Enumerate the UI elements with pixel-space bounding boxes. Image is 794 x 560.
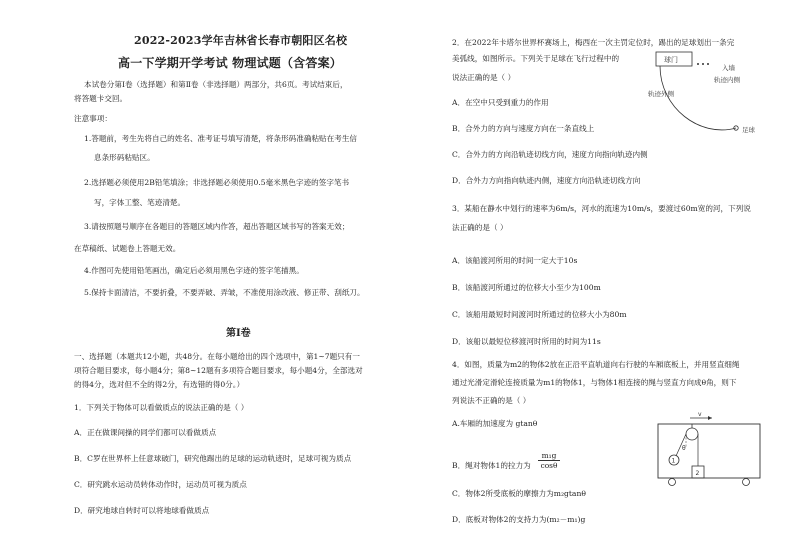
q4-fraction-denominator: cosθ bbox=[540, 461, 558, 470]
velocity-arrowhead bbox=[708, 416, 712, 420]
wheel-left-icon bbox=[669, 479, 676, 486]
q1-option-b: B．C罗在世界杯上任意球破门，研究他踢出的足球的运动轨迹时，足球可视为质点 bbox=[74, 454, 352, 463]
q2-option-d: D．合外力方向指向轨迹内侧，速度方向沿轨迹切线方向 bbox=[452, 176, 641, 185]
section-heading: 第Ⅰ卷 bbox=[226, 328, 251, 339]
carriage-box bbox=[658, 424, 760, 478]
entry-label: 入墙 bbox=[722, 64, 735, 72]
note-2b: 写，字体工整、笔迹清楚。 bbox=[94, 198, 186, 207]
q3-option-a: A．该船渡河所用的时间一定大于10s bbox=[452, 256, 578, 265]
pulley-icon bbox=[686, 428, 698, 440]
q3-stem-1: 3．某船在静水中划行的速率为6m/s，河水的流速为10m/s，要渡过60m宽的河，下列说 bbox=[452, 204, 751, 213]
q4-option-c: C．物体2所受底板的摩擦力为m₂gtanθ bbox=[452, 489, 586, 498]
part1-instr-2: 项符合题目要求，每小题4分；第8~12题有多项符合题目要求，每小题4分，全部选对 bbox=[74, 366, 363, 375]
q1-option-a: A．正在做课间操的同学们都可以看做质点 bbox=[74, 428, 217, 437]
wheel-right-icon bbox=[743, 479, 750, 486]
q2-figure bbox=[640, 48, 772, 144]
q2-stem-2: 美弧线，如图所示。下列关于足球在飞行过程中的 bbox=[452, 54, 620, 63]
note-3b: 在草稿纸、试题卷上答题无效。 bbox=[74, 244, 181, 253]
goal-label: 球门 bbox=[664, 56, 678, 64]
q4-option-a: A.车厢的加速度为 gtanθ bbox=[452, 419, 538, 428]
q4-option-d: D．底板对物体2的支持力为(m₂－m₁)g bbox=[452, 515, 586, 524]
part1-instr-1: 一、选择题（本题共12小题，共48分。在每小题给出的四个选项中，第1~7题只有一 bbox=[74, 352, 360, 361]
note-5: 5.保持卡面清洁，不要折叠，不要弄破、弄皱，不准使用涂改液、修正带、刮纸刀。 bbox=[84, 288, 365, 297]
q1-option-d: D．研究地球自转时可以将地球看做质点 bbox=[74, 506, 210, 515]
q3-option-d: D．该船以最短位移渡河时所用的时间为11s bbox=[452, 337, 601, 346]
intro-line-a: 本试卷分第Ⅰ卷（选择题）和第Ⅱ卷（非选择题）两部分，共6页。考试结束后， bbox=[84, 80, 348, 89]
q3-stem-2: 法正确的是（ ） bbox=[452, 223, 508, 232]
q4-stem-3: 列说法不正确的是（ ） bbox=[452, 396, 531, 405]
part1-instr-3: 的得4分，选对但不全的得2分，有选错的得0分。） bbox=[74, 380, 245, 389]
q2-stem-1: 2．在2022年卡塔尔世界杯赛场上，梅西在一次主罚定位时，踢出的足球划出一条完 bbox=[452, 38, 735, 47]
note-1b: 息条形码粘贴区。 bbox=[94, 153, 155, 162]
q4-stem-1: 4．如图，质量为m2的物体2放在正沿平直轨道向右行驶的车厢底板上，并用竖直细绳 bbox=[452, 360, 740, 369]
q3-option-c: C．该船用最短时间渡河时所通过的位移大小为80m bbox=[452, 310, 627, 319]
wall-dot-3 bbox=[707, 63, 709, 65]
q4-fraction-numerator: m₁g bbox=[538, 451, 560, 461]
q4-figure bbox=[652, 412, 766, 492]
wall-dot-2 bbox=[702, 63, 704, 65]
theta-label: θ bbox=[682, 445, 686, 452]
note-3a: 3.请按照题号顺序在各题目的答题区域内作答，超出答题区域书写的答案无效； bbox=[84, 222, 350, 231]
note-4: 4.作图可先使用铅笔画出，确定后必须用黑色字迹的签字笔描黑。 bbox=[84, 266, 304, 275]
intro-line-b: 将答题卡交回。 bbox=[74, 94, 128, 103]
notice-heading: 注意事项： bbox=[74, 114, 112, 123]
q4-option-b: B．绳对物体1的拉力为 bbox=[452, 461, 531, 470]
q2-option-a: A．在空中只受到重力的作用 bbox=[452, 98, 549, 107]
note-1a: 1.答题前，考生先将自己的姓名、准考证号填写清楚，将条形码准确粘贴在考生信 bbox=[84, 134, 358, 143]
object1-label: 1 bbox=[671, 457, 676, 465]
paper-title-line1: 2022-2023学年吉林省长春市朝阳区名校 bbox=[134, 34, 348, 47]
q4-stem-2: 通过光滑定滑轮连接质量为m1的物体1，与物体1相连接的绳与竖直方向成θ角，则下 bbox=[452, 378, 737, 387]
velocity-label: v bbox=[698, 412, 702, 418]
q2-option-c: C．合外力的方向沿轨迹切线方向，速度方向指向轨迹内侧 bbox=[452, 150, 648, 159]
q2-option-b: B．合外力的方向与速度方向在一条直线上 bbox=[452, 124, 595, 133]
q1-option-c: C．研究跳水运动员转体动作时，运动员可视为质点 bbox=[74, 480, 247, 489]
inner-side-label: 轨迹内侧 bbox=[714, 76, 740, 84]
q3-option-b: B．该船渡河所通过的位移大小至少为100m bbox=[452, 283, 601, 292]
q1-stem: 1．下列关于物体可以看做质点的说法正确的是（ ） bbox=[74, 403, 249, 412]
outer-side-label: 轨迹外侧 bbox=[648, 90, 674, 98]
paper-title-line2: 高一下学期开学考试 物理试题（含答案） bbox=[118, 56, 342, 70]
note-2a: 2.选择题必须使用2B铅笔填涂；非选择题必须使用0.5毫米黑色字迹的签字笔书 bbox=[84, 178, 350, 187]
q2-stem-3: 说法正确的是（ ） bbox=[452, 73, 516, 82]
wall-dot-1 bbox=[697, 63, 699, 65]
object2-label: 2 bbox=[695, 470, 700, 477]
ball-label: 足球 bbox=[742, 126, 755, 134]
